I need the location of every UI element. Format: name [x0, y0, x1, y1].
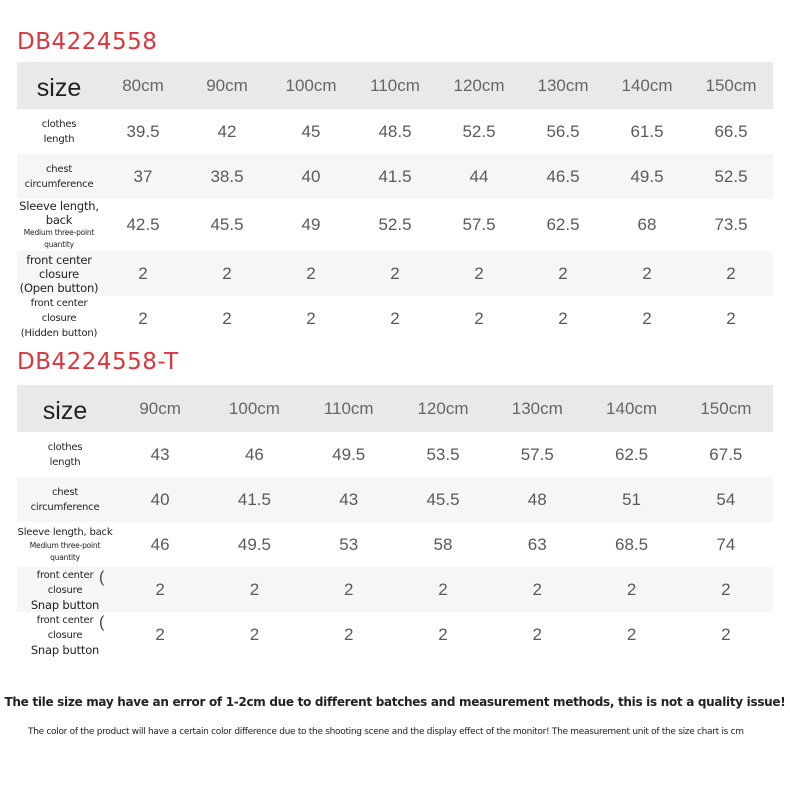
value-cell: 41.5	[378, 166, 412, 186]
row-label-line: Sleeve length, back	[17, 527, 113, 538]
value-cell: 2	[306, 308, 316, 328]
product-code-title: DB4224558-T	[17, 349, 179, 375]
value-cell: 2	[155, 579, 165, 599]
row-label-line: (Open button)	[19, 280, 99, 295]
color-note: The color of the product will have a certain color difference due to the shooting scene and the display effect of the monitor! The measurement unit of the size chart is cm	[28, 727, 744, 737]
value-cell: 56.5	[546, 121, 580, 141]
value-cell: 2	[390, 308, 400, 328]
size-header-cell: 110cm	[370, 75, 420, 95]
row-label	[17, 296, 101, 341]
row-label-line: clothes	[41, 118, 77, 130]
value-cell: 2	[532, 624, 542, 644]
row-label-line: Snap button	[30, 642, 100, 657]
value-cell: 49	[301, 215, 321, 234]
value-cell: 54	[716, 489, 736, 509]
value-cell: 39.5	[126, 121, 160, 141]
row-label-line: length	[43, 133, 75, 145]
row-label-line: clothes	[47, 441, 83, 453]
size-header-cell: 90cm	[206, 75, 248, 95]
value-cell: 42.5	[126, 215, 160, 234]
value-cell: 53.5	[426, 444, 460, 464]
value-cell: 2	[626, 579, 637, 599]
row-label	[17, 199, 101, 251]
table-row	[17, 296, 773, 341]
value-cell: 2	[642, 263, 652, 283]
value-cell: 2	[222, 308, 232, 328]
size-header-cell: 80cm	[122, 75, 164, 95]
value-cell: 2	[249, 624, 260, 644]
size-header-cell: 110cm	[323, 398, 374, 418]
table-row	[17, 612, 773, 657]
size-header-cell: 100cm	[285, 75, 337, 95]
size-chart-table	[17, 385, 773, 657]
size-header-cell: 150cm	[705, 75, 757, 95]
size-header-cell: 140cm	[621, 75, 673, 95]
value-cell: 2	[222, 263, 232, 283]
value-cell: 2	[726, 263, 736, 283]
value-cell: 49.5	[332, 444, 366, 464]
table-row	[17, 522, 773, 567]
value-cell: 2	[138, 308, 148, 328]
value-cell: 37	[133, 166, 153, 186]
value-cell: 2	[343, 579, 354, 599]
value-cell: 2	[626, 624, 637, 644]
value-cell: 40	[301, 166, 321, 186]
row-label-line: closure	[41, 313, 77, 324]
value-cell: 62.5	[546, 215, 580, 234]
value-cell: 2	[558, 308, 568, 328]
row-label	[17, 477, 113, 522]
row-label	[17, 432, 113, 477]
row-label-line: chest	[45, 163, 73, 175]
value-cell: 52.5	[462, 121, 496, 141]
value-cell: 2	[390, 263, 400, 283]
value-cell: 2	[155, 624, 165, 644]
value-cell: 49.5	[237, 534, 271, 554]
value-cell: 45.5	[426, 489, 460, 509]
value-cell: 68.5	[615, 534, 649, 554]
paren-mark: (	[99, 614, 105, 631]
row-label-line: circumference	[30, 501, 100, 513]
row-label-line: Sleeve length, back	[19, 199, 99, 227]
row-label-line: chest	[51, 486, 79, 498]
value-cell: 48.5	[378, 121, 412, 141]
value-cell: 2	[642, 308, 652, 328]
row-label-line: Snap button	[30, 597, 100, 612]
row-label	[17, 567, 113, 612]
row-label-line: quantity	[50, 553, 80, 562]
value-cell: 49.5	[630, 166, 664, 186]
size-chart-table	[17, 62, 773, 341]
value-cell: 67.5	[709, 444, 743, 464]
value-cell: 2	[138, 263, 148, 283]
value-cell: 2	[438, 579, 448, 599]
value-cell: 46	[244, 444, 264, 464]
row-label-line: (Hidden button)	[20, 328, 98, 339]
row-label	[17, 251, 101, 296]
value-cell: 52.5	[378, 215, 412, 234]
value-cell: 2	[726, 308, 736, 328]
value-cell: 57.5	[462, 215, 496, 234]
size-header-cell: 120cm	[417, 398, 469, 418]
size-header-cell: 120cm	[453, 75, 505, 95]
row-label-line: front center	[30, 298, 88, 309]
size-header-row	[17, 62, 773, 109]
value-cell: 2	[343, 624, 354, 644]
size-header-cell: 100cm	[228, 398, 280, 418]
value-cell: 2	[558, 263, 568, 283]
row-label-line: Medium three-point	[29, 541, 101, 550]
value-cell: 51	[622, 489, 641, 509]
value-cell: 45.5	[210, 215, 244, 234]
value-cell: 58	[433, 534, 453, 554]
row-label-line: closure	[39, 266, 79, 281]
value-cell: 73.5	[714, 215, 748, 234]
value-cell: 45	[301, 121, 321, 141]
value-cell: 42	[217, 121, 237, 141]
value-cell: 43	[150, 444, 170, 464]
row-label	[17, 522, 113, 567]
table-row	[17, 109, 773, 154]
size-header-label: size	[42, 397, 88, 425]
value-cell: 2	[249, 579, 260, 599]
row-label	[17, 109, 101, 154]
value-cell: 61.5	[630, 121, 664, 141]
value-cell: 66.5	[714, 121, 748, 141]
value-cell: 2	[532, 579, 542, 599]
row-label-line: quantity	[44, 240, 74, 249]
row-label	[17, 154, 101, 199]
value-cell: 44	[469, 166, 489, 186]
product-code-title: DB4224558	[17, 29, 158, 55]
value-cell: 43	[339, 489, 359, 509]
size-header-cell: 130cm	[537, 75, 589, 95]
table-row	[17, 154, 773, 199]
row-label-line: closure	[47, 629, 83, 641]
value-cell: 46.5	[546, 166, 580, 186]
row-label-line: front center	[36, 614, 94, 626]
table-row	[17, 432, 773, 477]
value-cell: 40	[150, 489, 170, 509]
value-cell: 63	[527, 534, 547, 554]
row-label-line: front center	[36, 569, 94, 581]
table-row	[17, 477, 773, 522]
value-cell: 2	[438, 624, 448, 644]
size-header-cell: 150cm	[700, 398, 752, 418]
value-cell: 57.5	[520, 444, 554, 464]
value-cell: 2	[721, 624, 731, 644]
row-label-line: closure	[47, 584, 83, 596]
value-cell: 48	[527, 489, 547, 509]
value-cell: 38.5	[210, 166, 244, 186]
value-cell: 2	[721, 579, 731, 599]
size-header-cell: 90cm	[139, 398, 181, 418]
value-cell: 2	[474, 263, 484, 283]
value-cell: 2	[474, 308, 484, 328]
value-cell: 74	[716, 534, 736, 554]
value-cell: 68	[637, 215, 657, 234]
row-label-line: length	[49, 456, 81, 468]
paren-mark: (	[99, 569, 105, 586]
row-label	[17, 612, 113, 657]
value-cell: 53	[339, 534, 359, 554]
value-cell: 41.5	[237, 489, 271, 509]
table-row	[17, 251, 773, 296]
row-label-line: circumference	[24, 178, 94, 190]
row-label-line: front center	[26, 252, 92, 267]
value-cell: 2	[306, 263, 316, 283]
table-row	[17, 567, 773, 612]
size-header-cell: 140cm	[606, 398, 658, 418]
tolerance-note: The tile size may have an error of 1-2cm due to different batches and measurement methods, this is not a quality issue!	[4, 695, 786, 709]
size-header-row	[17, 385, 773, 432]
row-label-line: Medium three-point	[23, 228, 95, 237]
size-header-cell: 130cm	[511, 398, 563, 418]
value-cell: 52.5	[714, 166, 748, 186]
value-cell: 46	[150, 534, 170, 554]
value-cell: 62.5	[615, 444, 649, 464]
table-row	[17, 199, 773, 251]
size-header-label: size	[36, 74, 82, 102]
